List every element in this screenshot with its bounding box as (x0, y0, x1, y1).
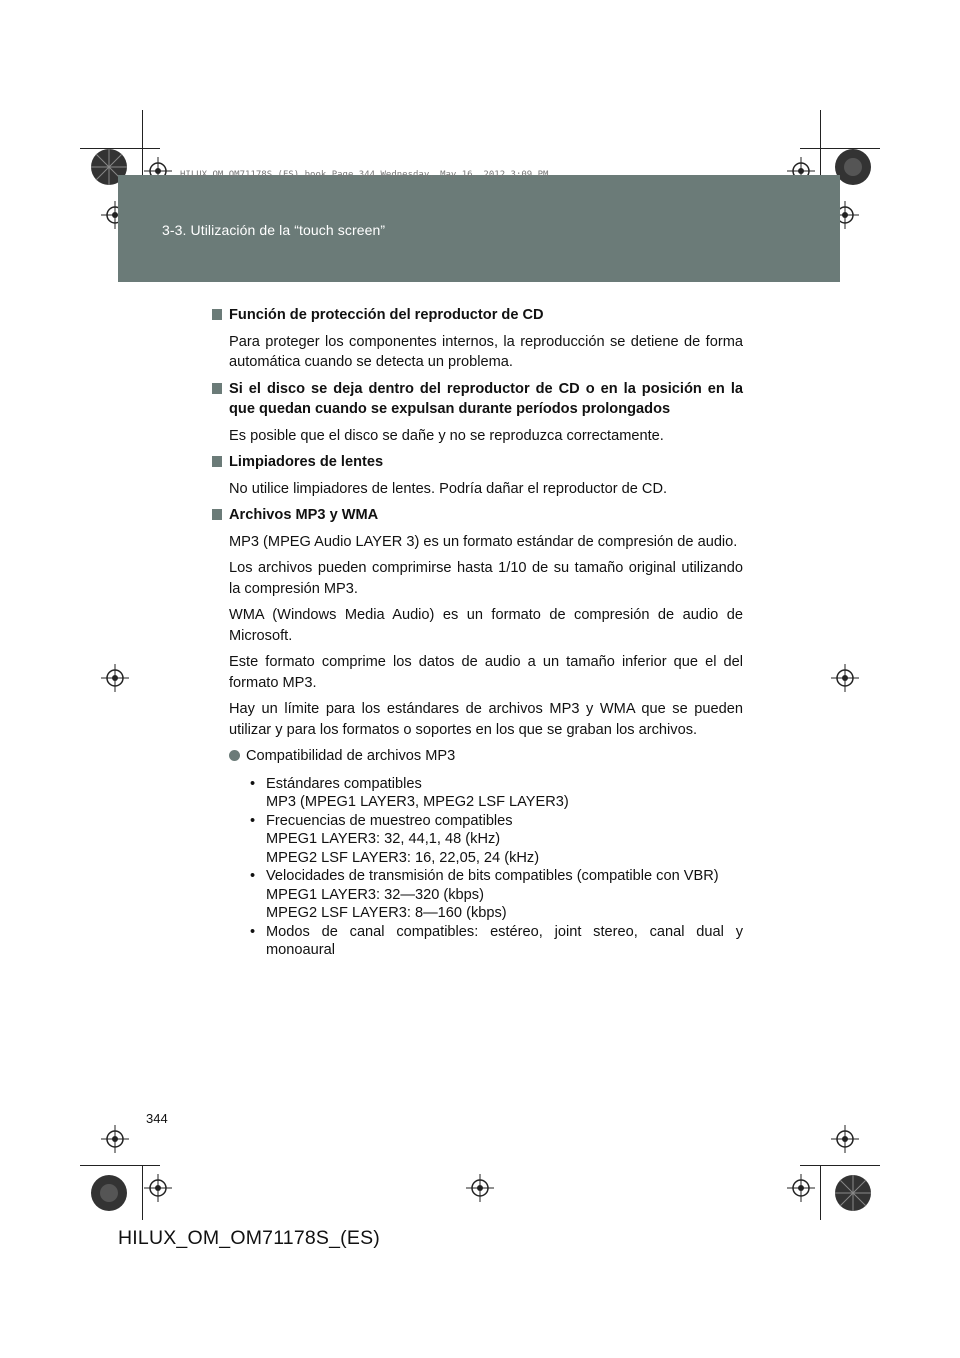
page-content (212, 305, 743, 960)
bullet-icon: • (250, 868, 256, 884)
round-bullet-icon (229, 750, 240, 761)
crosshair-icon (466, 1174, 494, 1202)
print-stamp: HILUX_OM_OM71178S_(ES).book Page 344 Wednesday, May 16, 2012 3:09 PM (180, 170, 549, 180)
crop-mark (80, 1165, 160, 1166)
paragraph: Hay un límite para los estándares de archivos MP3 y WMA que se pueden utilizar y para los formatos o soportes en los que se graban los archivos. (229, 701, 743, 738)
square-bullet-icon (212, 456, 222, 467)
bullet-icon: • (250, 923, 256, 940)
crosshair-icon (101, 664, 129, 692)
crosshair-icon (831, 664, 859, 692)
crosshair-icon (787, 1174, 815, 1202)
square-bullet-icon (212, 509, 222, 520)
list-line: MPEG2 LSF LAYER3: 8—160 (kbps) (266, 905, 507, 921)
square-bullet-icon (212, 383, 222, 394)
topic-heading: Limpiadores de lentes (229, 454, 384, 470)
topic-heading: Si el disco se deja dentro del reproductor de CD o en la posición en la que quedan cuando se expulsan durante períodos prolongados (229, 380, 743, 417)
crosshair-icon (101, 1125, 129, 1153)
crosshair-icon (144, 1174, 172, 1202)
sub-heading-text: Compatibilidad de archivos MP3 (246, 748, 456, 764)
list-line: MPEG1 LAYER3: 32, 44,1, 48 (kHz) (266, 831, 501, 847)
registration-disc-icon (834, 1174, 872, 1212)
bullet-icon: • (250, 775, 256, 792)
paragraph: Los archivos pueden comprimirse hasta 1/10 de su tamaño original utilizando la compresión MP3. (229, 560, 743, 597)
square-bullet-icon (212, 309, 222, 320)
topic-mp3-wma (212, 505, 743, 960)
compatibility-list (246, 775, 743, 960)
topic-heading: Función de protección del reproductor de CD (229, 307, 544, 323)
list-item (246, 867, 743, 923)
section-title: 3-3. Utilización de la “touch screen” (162, 222, 386, 238)
crop-mark (820, 1165, 821, 1220)
topic-cd-protection (212, 305, 743, 373)
topic-lens-cleaners (212, 452, 743, 499)
paragraph: WMA (Windows Media Audio) es un formato de compresión de audio de Microsoft. (229, 607, 743, 644)
list-line: MPEG2 LSF LAYER3: 16, 22,05, 24 (kHz) (266, 849, 540, 866)
paragraph: Este formato comprime los datos de audio a un tamaño inferior que el del formato MP3. (229, 654, 743, 691)
list-line: Velocidades de transmisión de bits compatibles (compatible con VBR) (266, 868, 719, 884)
topic-heading: Archivos MP3 y WMA (229, 507, 379, 523)
list-line: MPEG1 LAYER3: 32—320 (kbps) (266, 886, 484, 903)
sub-heading (229, 746, 743, 767)
list-item (246, 812, 743, 868)
crop-mark (142, 1165, 143, 1220)
document-code: HILUX_OM_OM71178S_(ES) (118, 1227, 380, 1249)
paragraph: Es posible que el disco se dañe y no se reproduzca correctamente. (229, 427, 664, 444)
paragraph: No utilice limpiadores de lentes. Podría dañar el reproductor de CD. (229, 480, 668, 497)
paragraph: MP3 (MPEG Audio LAYER 3) es un formato estándar de compresión de audio. (229, 533, 738, 550)
list-line: Modos de canal compatibles: estéreo, joint stereo, canal dual y (266, 923, 743, 940)
paragraph: Para proteger los componentes internos, la reproducción se detiene de forma automática cuando se detecta un problema. (229, 333, 743, 370)
crosshair-icon (831, 1125, 859, 1153)
topic-disc-left-inside (212, 379, 743, 447)
bullet-icon: • (250, 812, 256, 829)
list-line: MP3 (MPEG1 LAYER3, MPEG2 LSF LAYER3) (266, 794, 569, 810)
list-item (246, 923, 743, 960)
list-line: monoaural (266, 942, 335, 958)
list-line: Frecuencias de muestreo compatibles (266, 812, 513, 829)
crop-mark (800, 1165, 880, 1166)
list-line: Estándares compatibles (266, 775, 422, 792)
page-number: 344 (146, 1111, 168, 1126)
list-item (246, 775, 743, 812)
registration-disc-icon (90, 1174, 128, 1212)
